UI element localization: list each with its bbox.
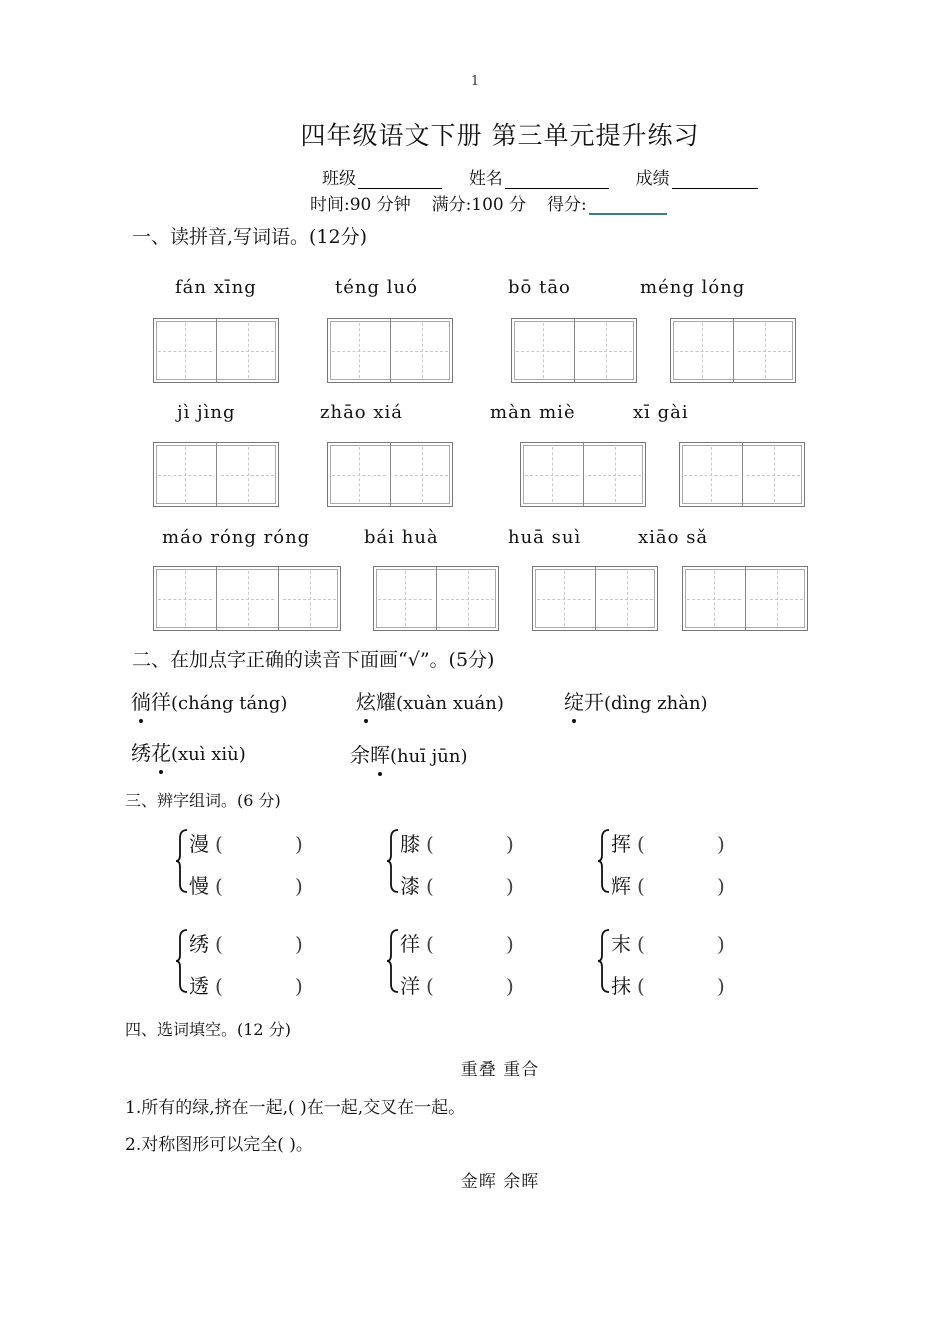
left-paren: ( xyxy=(426,832,434,856)
char: 徉 xyxy=(400,932,420,956)
full-marks: 满分:100 分 xyxy=(431,195,527,215)
class-blank[interactable] xyxy=(358,170,442,189)
right-paren: ) xyxy=(506,832,514,856)
writing-grid[interactable] xyxy=(511,318,637,383)
grid-cell[interactable] xyxy=(328,319,390,382)
pinyin-choices: (huī jūn) xyxy=(390,746,468,767)
grid-cell[interactable] xyxy=(512,319,574,382)
left-paren: ( xyxy=(426,974,434,998)
grid-cell[interactable] xyxy=(154,443,216,506)
pair-row[interactable] xyxy=(400,928,514,957)
pronunciation-item[interactable] xyxy=(356,686,504,715)
grid-cell[interactable] xyxy=(583,443,645,506)
right-paren: ) xyxy=(717,874,725,898)
grid-cell[interactable] xyxy=(742,443,804,506)
pinyin-label: máo róng róng xyxy=(162,527,311,548)
word-char: 余 xyxy=(350,743,370,767)
left-paren: ( xyxy=(637,874,645,898)
question-1[interactable]: 1.所有的绿,挤在一起,( )在一起,交叉在一起。 xyxy=(125,1098,466,1118)
grid-cell[interactable] xyxy=(733,319,795,382)
grid-cell[interactable] xyxy=(278,567,340,630)
char: 挥 xyxy=(611,832,631,856)
pinyin-label: xī gài xyxy=(633,402,689,423)
char: 膝 xyxy=(400,832,420,856)
brace-icon xyxy=(175,828,189,894)
pair-row[interactable] xyxy=(189,970,303,999)
pair-row[interactable] xyxy=(611,870,725,899)
brace-icon xyxy=(386,928,400,994)
grid-cell[interactable] xyxy=(374,567,436,630)
writing-grid[interactable] xyxy=(670,318,796,383)
left-paren: ( xyxy=(426,932,434,956)
grid-cell[interactable] xyxy=(436,567,498,630)
dotted-char: 徜 xyxy=(131,690,151,714)
right-paren: ) xyxy=(295,874,303,898)
pair-row[interactable] xyxy=(189,928,303,957)
pronunciation-item[interactable] xyxy=(131,737,246,766)
brace-icon xyxy=(386,828,400,894)
grid-cell[interactable] xyxy=(216,567,278,630)
pinyin-label: téng luó xyxy=(335,277,418,298)
pronunciation-item[interactable] xyxy=(350,739,467,768)
left-paren: ( xyxy=(215,974,223,998)
word-choices-1: 重叠 重合 xyxy=(460,1060,540,1080)
left-paren: ( xyxy=(426,874,434,898)
grid-cell[interactable] xyxy=(595,567,657,630)
question-2[interactable]: 2.对称图形可以完全( )。 xyxy=(125,1135,313,1155)
score-blank[interactable] xyxy=(672,170,758,189)
word-char: 耀 xyxy=(376,690,396,714)
pair-row[interactable] xyxy=(189,870,303,899)
left-paren: ( xyxy=(637,832,645,856)
pair-row[interactable] xyxy=(611,970,725,999)
char-pair xyxy=(597,826,767,896)
pinyin-label: jì jìng xyxy=(177,402,236,423)
grid-cell[interactable] xyxy=(390,319,452,382)
writing-grid[interactable] xyxy=(682,566,808,631)
grid-cell[interactable] xyxy=(683,567,745,630)
pinyin-label: màn miè xyxy=(490,402,576,423)
writing-grid[interactable] xyxy=(327,318,453,383)
writing-grid[interactable] xyxy=(327,442,453,507)
exam-info-row xyxy=(310,190,667,215)
pronunciation-item[interactable] xyxy=(131,686,287,715)
writing-grid[interactable] xyxy=(153,442,279,507)
pinyin-label: fán xīng xyxy=(175,277,257,298)
char: 抹 xyxy=(611,974,631,998)
char: 漫 xyxy=(189,832,209,856)
char: 绣 xyxy=(189,932,209,956)
grid-cell[interactable] xyxy=(154,567,216,630)
pinyin-label: zhāo xiá xyxy=(320,402,404,423)
dotted-char: 绽 xyxy=(564,690,584,714)
left-paren: ( xyxy=(637,974,645,998)
grid-cell[interactable] xyxy=(574,319,636,382)
pinyin-label: bō tāo xyxy=(508,277,571,298)
pair-row[interactable] xyxy=(611,928,725,957)
char: 洋 xyxy=(400,974,420,998)
left-paren: ( xyxy=(215,932,223,956)
right-paren: ) xyxy=(295,832,303,856)
right-paren: ) xyxy=(295,974,303,998)
brace-icon xyxy=(175,928,189,994)
grid-cell[interactable] xyxy=(328,443,390,506)
pinyin-choices: (dìng zhàn) xyxy=(604,693,708,714)
left-paren: ( xyxy=(215,832,223,856)
grid-cell[interactable] xyxy=(154,319,216,382)
grid-cell[interactable] xyxy=(671,319,733,382)
left-paren: ( xyxy=(215,874,223,898)
class-label: 班级 xyxy=(322,169,356,189)
pinyin-label: huā suì xyxy=(508,527,582,548)
name-label: 姓名 xyxy=(468,169,503,189)
char-pair xyxy=(597,926,767,996)
grid-cell[interactable] xyxy=(533,567,595,630)
pair-row[interactable] xyxy=(400,870,514,899)
char-pair xyxy=(175,926,345,996)
writing-grid[interactable] xyxy=(532,566,658,631)
grid-cell[interactable] xyxy=(745,567,807,630)
brace-icon xyxy=(597,828,611,894)
char: 漆 xyxy=(400,874,420,898)
char: 透 xyxy=(189,974,209,998)
student-info-row xyxy=(322,164,758,189)
writing-grid[interactable] xyxy=(153,318,279,383)
pinyin-choices: (xuì xiù) xyxy=(171,744,246,765)
writing-grid[interactable] xyxy=(679,442,805,507)
char-pair xyxy=(175,826,345,896)
pinyin-label: méng lóng xyxy=(640,277,746,298)
pair-row[interactable] xyxy=(400,828,514,857)
got-label: 得分: xyxy=(546,195,587,215)
char: 末 xyxy=(611,932,631,956)
word-char: 徉 xyxy=(151,690,171,714)
grid-cell[interactable] xyxy=(216,319,278,382)
left-paren: ( xyxy=(637,932,645,956)
right-paren: ) xyxy=(506,932,514,956)
char-pair xyxy=(386,826,556,896)
section-4-heading: 四、选词填空。(12 分) xyxy=(125,1020,291,1039)
grid-cell[interactable] xyxy=(521,443,583,506)
pinyin-choices: (xuàn xuán) xyxy=(396,693,504,714)
pinyin-choices: (cháng táng) xyxy=(171,693,288,714)
char-pair xyxy=(386,926,556,996)
pair-row[interactable] xyxy=(611,828,725,857)
name-blank[interactable] xyxy=(505,170,609,189)
dotted-char: 晖 xyxy=(370,743,390,767)
right-paren: ) xyxy=(717,932,725,956)
writing-grid[interactable] xyxy=(373,566,499,631)
brace-icon xyxy=(597,928,611,994)
score-label: 成绩 xyxy=(635,169,670,189)
right-paren: ) xyxy=(506,874,514,898)
dotted-char: 花 xyxy=(151,741,171,765)
writing-grid[interactable] xyxy=(520,442,646,507)
pronunciation-item[interactable] xyxy=(564,686,708,715)
word-char: 绣 xyxy=(131,741,151,765)
char: 慢 xyxy=(189,874,209,898)
pair-row[interactable] xyxy=(400,970,514,999)
right-paren: ) xyxy=(717,974,725,998)
word-char: 开 xyxy=(584,690,604,714)
section-3-heading: 三、辨字组词。(6 分) xyxy=(125,791,281,810)
pair-row[interactable] xyxy=(189,828,303,857)
word-choices-2: 金晖 余晖 xyxy=(460,1172,540,1192)
section-2-heading: 二、在加点字正确的读音下面画“√”。(5分) xyxy=(132,649,495,671)
page-number: 1 xyxy=(470,74,480,89)
pinyin-label: bái huà xyxy=(364,527,439,548)
dotted-char: 炫 xyxy=(356,690,376,714)
page-title: 四年级语文下册 第三单元提升练习 xyxy=(300,121,700,150)
pinyin-label: xiāo sǎ xyxy=(638,527,709,548)
grid-cell[interactable] xyxy=(390,443,452,506)
char: 辉 xyxy=(611,874,631,898)
writing-grid[interactable] xyxy=(153,566,341,631)
right-paren: ) xyxy=(506,974,514,998)
right-paren: ) xyxy=(295,932,303,956)
got-blank[interactable] xyxy=(589,195,667,215)
time-limit: 时间:90 分钟 xyxy=(310,195,411,215)
grid-cell[interactable] xyxy=(680,443,742,506)
right-paren: ) xyxy=(717,832,725,856)
grid-cell[interactable] xyxy=(216,443,278,506)
section-1-heading: 一、读拼音,写词语。(12分) xyxy=(132,226,368,248)
